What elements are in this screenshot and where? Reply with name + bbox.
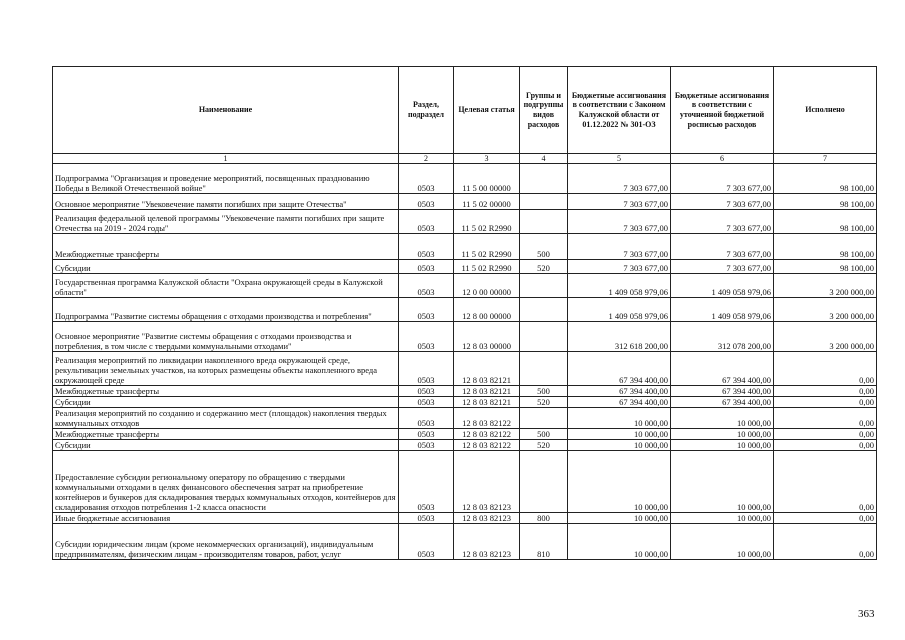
cell-group	[520, 274, 568, 298]
cell-group: 500	[520, 386, 568, 397]
cell-section: 0503	[399, 386, 454, 397]
cell-law: 10 000,00	[568, 524, 671, 560]
cell-name: Подпрограмма "Организация и проведение мероприятий, посвященных празднованию Победы в Великой Отечественной войне"	[53, 164, 399, 194]
cell-law: 1 409 058 979,06	[568, 274, 671, 298]
cell-group: 500	[520, 234, 568, 260]
cell-name: Реализация федеральной целевой программы "Увековечение памяти погибших при защите Отечества на 2019 - 2024 годы"	[53, 210, 399, 234]
page-number: 363	[858, 608, 875, 620]
table-header-row	[53, 67, 877, 154]
table-row	[53, 322, 877, 352]
cell-name: Субсидии	[53, 440, 399, 451]
table-row	[53, 440, 877, 451]
cell-section: 0503	[399, 322, 454, 352]
cell-roster: 67 394 400,00	[671, 352, 774, 386]
cell-target: 12 8 03 82122	[454, 408, 520, 429]
cell-target: 12 8 00 00000	[454, 298, 520, 322]
table-row	[53, 234, 877, 260]
cell-name: Государственная программа Калужской области "Охрана окружающей среды в Калужской области"	[53, 274, 399, 298]
cell-target: 11 5 00 00000	[454, 164, 520, 194]
header-roster: Бюджетные ассигнования в соответствии с уточненной бюджетной росписью расходов	[671, 67, 774, 154]
cell-law: 67 394 400,00	[568, 386, 671, 397]
cell-target: 12 8 03 82121	[454, 386, 520, 397]
cell-done: 0,00	[774, 451, 877, 513]
cell-group	[520, 210, 568, 234]
cell-section: 0503	[399, 397, 454, 408]
cell-group: 520	[520, 440, 568, 451]
column-number: 4	[520, 154, 568, 164]
cell-law: 67 394 400,00	[568, 352, 671, 386]
cell-group	[520, 298, 568, 322]
column-number: 3	[454, 154, 520, 164]
cell-law: 10 000,00	[568, 451, 671, 513]
cell-group	[520, 408, 568, 429]
cell-section: 0503	[399, 352, 454, 386]
cell-roster: 10 000,00	[671, 429, 774, 440]
cell-done: 3 200 000,00	[774, 322, 877, 352]
cell-law: 7 303 677,00	[568, 210, 671, 234]
table-row	[53, 210, 877, 234]
cell-roster: 10 000,00	[671, 408, 774, 429]
cell-group: 520	[520, 397, 568, 408]
cell-target: 12 8 03 82123	[454, 524, 520, 560]
cell-section: 0503	[399, 234, 454, 260]
table-row	[53, 451, 877, 513]
cell-name: Подпрограмма "Развитие системы обращения с отходами производства и потребления"	[53, 298, 399, 322]
cell-section: 0503	[399, 164, 454, 194]
header-group: Группы и подгруппы видов расходов	[520, 67, 568, 154]
cell-law: 10 000,00	[568, 513, 671, 524]
cell-group: 810	[520, 524, 568, 560]
cell-name: Иные бюджетные ассигнования	[53, 513, 399, 524]
cell-group	[520, 164, 568, 194]
cell-target: 12 8 03 00000	[454, 322, 520, 352]
cell-target: 11 5 02 R2990	[454, 260, 520, 274]
cell-section: 0503	[399, 298, 454, 322]
cell-target: 12 8 03 82121	[454, 397, 520, 408]
budget-table	[52, 66, 877, 560]
cell-name: Межбюджетные трансферты	[53, 386, 399, 397]
cell-law: 7 303 677,00	[568, 234, 671, 260]
cell-name: Межбюджетные трансферты	[53, 234, 399, 260]
cell-roster: 10 000,00	[671, 451, 774, 513]
cell-section: 0503	[399, 408, 454, 429]
cell-name: Субсидии юридическим лицам (кроме некоммерческих организаций), индивидуальным предпринимателям, физическим лицам - производителям товаров, работ, услуг	[53, 524, 399, 560]
table-row	[53, 352, 877, 386]
table-row	[53, 429, 877, 440]
cell-group	[520, 352, 568, 386]
cell-done: 98 100,00	[774, 194, 877, 210]
column-number: 2	[399, 154, 454, 164]
cell-section: 0503	[399, 210, 454, 234]
column-number-row	[53, 154, 877, 164]
cell-done: 0,00	[774, 513, 877, 524]
cell-done: 3 200 000,00	[774, 274, 877, 298]
cell-roster: 7 303 677,00	[671, 260, 774, 274]
cell-done: 0,00	[774, 352, 877, 386]
cell-target: 12 8 03 82121	[454, 352, 520, 386]
cell-group: 500	[520, 429, 568, 440]
cell-group	[520, 322, 568, 352]
cell-roster: 1 409 058 979,06	[671, 274, 774, 298]
cell-roster: 10 000,00	[671, 440, 774, 451]
cell-roster: 312 078 200,00	[671, 322, 774, 352]
table-row	[53, 164, 877, 194]
cell-section: 0503	[399, 524, 454, 560]
cell-name: Реализация мероприятий по ликвидации накопленного вреда окружающей среде, рекультивации земельных участков, на которых размещены объекты накопленного вреда окружающей среде	[53, 352, 399, 386]
cell-law: 1 409 058 979,06	[568, 298, 671, 322]
table-row	[53, 274, 877, 298]
cell-group: 520	[520, 260, 568, 274]
cell-done: 0,00	[774, 386, 877, 397]
table-row	[53, 397, 877, 408]
cell-section: 0503	[399, 451, 454, 513]
cell-law: 10 000,00	[568, 408, 671, 429]
column-number: 7	[774, 154, 877, 164]
cell-target: 12 8 03 82122	[454, 440, 520, 451]
cell-section: 0503	[399, 274, 454, 298]
header-law: Бюджетные ассигнования в соответствии с Законом Калужской области от 01.12.2022 № 301-ОЗ	[568, 67, 671, 154]
cell-law: 7 303 677,00	[568, 164, 671, 194]
cell-name: Основное мероприятие "Развитие системы обращения с отходами производства и потребления, в том числе с твердыми коммунальными отходами"	[53, 322, 399, 352]
table-body	[53, 164, 877, 560]
cell-roster: 67 394 400,00	[671, 386, 774, 397]
cell-target: 12 8 03 82123	[454, 451, 520, 513]
cell-law: 10 000,00	[568, 429, 671, 440]
cell-law: 312 618 200,00	[568, 322, 671, 352]
cell-law: 7 303 677,00	[568, 194, 671, 210]
cell-done: 98 100,00	[774, 210, 877, 234]
cell-roster: 10 000,00	[671, 524, 774, 560]
cell-roster: 10 000,00	[671, 513, 774, 524]
cell-name: Субсидии	[53, 397, 399, 408]
table-row	[53, 524, 877, 560]
cell-target: 11 5 02 R2990	[454, 210, 520, 234]
cell-section: 0503	[399, 260, 454, 274]
cell-roster: 7 303 677,00	[671, 194, 774, 210]
cell-target: 12 8 03 82123	[454, 513, 520, 524]
cell-done: 0,00	[774, 524, 877, 560]
cell-section: 0503	[399, 513, 454, 524]
cell-name: Предоставление субсидии региональному оператору по обращению с твердыми коммунальными отходами в целях финансового обеспечения затрат на приобретение контейнеров и бункеров для складирования твердых коммунальных отходов, контейнеров для складирования отходов потребления 1-2 класса опасности	[53, 451, 399, 513]
cell-law: 10 000,00	[568, 440, 671, 451]
cell-done: 0,00	[774, 440, 877, 451]
cell-section: 0503	[399, 429, 454, 440]
cell-target: 12 8 03 82122	[454, 429, 520, 440]
cell-done: 0,00	[774, 408, 877, 429]
cell-done: 98 100,00	[774, 164, 877, 194]
cell-law: 67 394 400,00	[568, 397, 671, 408]
cell-done: 0,00	[774, 429, 877, 440]
cell-group: 800	[520, 513, 568, 524]
cell-target: 12 0 00 00000	[454, 274, 520, 298]
cell-done: 0,00	[774, 397, 877, 408]
cell-group	[520, 451, 568, 513]
column-number: 1	[53, 154, 399, 164]
cell-roster: 7 303 677,00	[671, 164, 774, 194]
table-row	[53, 408, 877, 429]
table-row	[53, 513, 877, 524]
cell-roster: 7 303 677,00	[671, 210, 774, 234]
cell-name: Межбюджетные трансферты	[53, 429, 399, 440]
cell-name: Субсидии	[53, 260, 399, 274]
cell-law: 7 303 677,00	[568, 260, 671, 274]
header-target: Целевая статья	[454, 67, 520, 154]
table-row	[53, 194, 877, 210]
cell-name: Реализация мероприятий по созданию и содержанию мест (площадок) накопления твердых коммунальных отходов	[53, 408, 399, 429]
cell-target: 11 5 02 00000	[454, 194, 520, 210]
cell-done: 3 200 000,00	[774, 298, 877, 322]
table-row	[53, 298, 877, 322]
cell-target: 11 5 02 R2990	[454, 234, 520, 260]
cell-roster: 67 394 400,00	[671, 397, 774, 408]
cell-group	[520, 194, 568, 210]
table-row	[53, 386, 877, 397]
table-row	[53, 260, 877, 274]
cell-done: 98 100,00	[774, 234, 877, 260]
header-done: Исполнено	[774, 67, 877, 154]
cell-section: 0503	[399, 194, 454, 210]
cell-name: Основное мероприятие "Увековечение памяти погибших при защите Отечества"	[53, 194, 399, 210]
column-number: 5	[568, 154, 671, 164]
cell-section: 0503	[399, 440, 454, 451]
cell-done: 98 100,00	[774, 260, 877, 274]
column-number: 6	[671, 154, 774, 164]
header-name: Наименование	[53, 67, 399, 154]
header-section: Раздел, подраздел	[399, 67, 454, 154]
cell-roster: 7 303 677,00	[671, 234, 774, 260]
cell-roster: 1 409 058 979,06	[671, 298, 774, 322]
